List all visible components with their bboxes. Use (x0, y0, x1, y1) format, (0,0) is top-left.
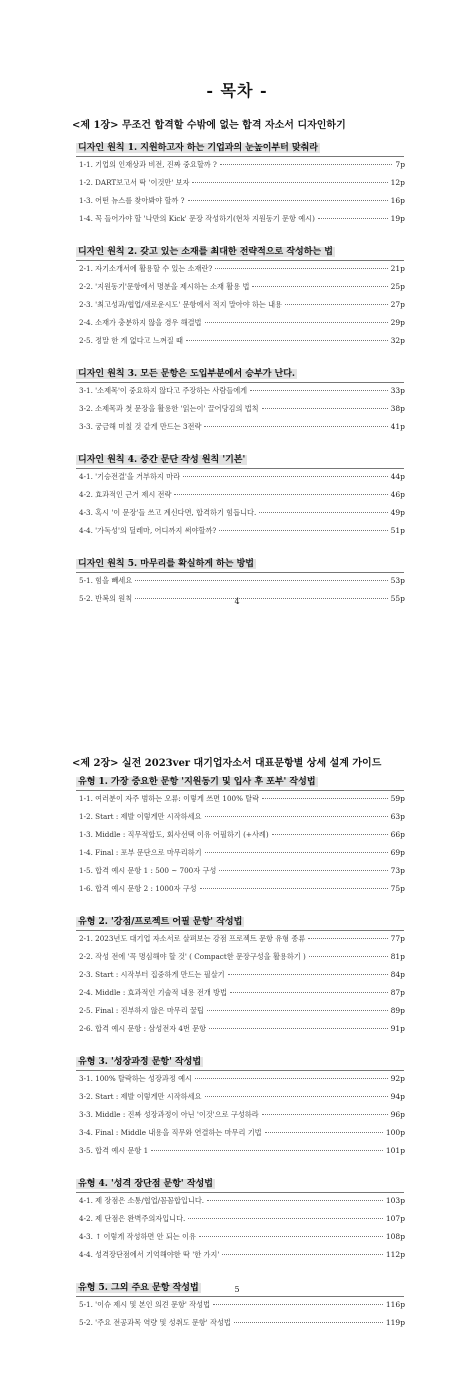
dot-leader (209, 1028, 388, 1029)
chapter-2-title: <제 2장> 실전 2023ver 대기업자소서 대표문항별 상세 설계 가이드 (72, 758, 382, 769)
dot-leader (222, 1254, 383, 1255)
dot-leader (205, 322, 388, 323)
section-heading-text: 유형 2. '강점/프로젝트 어필 문항' 작성법 (78, 917, 243, 927)
toc-entry[interactable] (79, 264, 405, 277)
toc-entry-page: 75p (390, 884, 405, 893)
dot-leader (308, 938, 387, 939)
toc-entry-title: 3-2. Start : 제발 이렇게만 시작하세요 (79, 1092, 202, 1101)
toc-entry[interactable] (79, 196, 405, 209)
toc-entry[interactable] (79, 934, 405, 947)
toc-entry-page: 91p (390, 1024, 405, 1033)
toc-entry-page: 100p (385, 1128, 405, 1137)
section-heading-text: 디자인 원칙 5. 마무리를 확실하게 하는 방법 (78, 559, 254, 569)
toc-entry[interactable] (79, 1024, 405, 1037)
toc-entry-page: 119p (385, 1318, 405, 1327)
toc-entry[interactable] (79, 1128, 405, 1141)
dot-leader (259, 512, 387, 513)
section-heading-text: 유형 5. 그외 주요 문항 작성법 (78, 1283, 199, 1293)
toc-entry-page: 38p (390, 404, 405, 413)
toc-entry[interactable] (79, 884, 405, 897)
dot-leader (213, 1304, 383, 1305)
section-heading-text: 유형 1. 가장 중요한 문항 '지원동기 및 입사 후 포부' 작성법 (78, 777, 316, 787)
dot-leader (272, 834, 388, 835)
dot-leader (219, 530, 387, 531)
toc-entry-title: 2-2. '지원동기'문항에서 명분을 제시하는 소재 활용 법 (79, 282, 250, 291)
section-heading (76, 916, 244, 929)
toc-entry-title: 2-6. 합격 예시 문항 : 삼성전자 4번 문항 (79, 1024, 207, 1033)
dot-leader (215, 268, 387, 269)
dot-leader (318, 218, 388, 219)
section-divider (76, 1070, 404, 1071)
toc-entry-page: 55p (390, 594, 405, 603)
toc-entry[interactable] (79, 952, 405, 965)
toc-entry-page: 84p (390, 970, 405, 979)
toc-entry-page: 19p (390, 214, 405, 223)
toc-entry-title: 1-6. 합격 예시 문항 2 : 1000자 구성 (79, 884, 197, 893)
toc-entry[interactable] (79, 988, 405, 1001)
toc-entry[interactable] (79, 1318, 405, 1331)
section-heading (76, 1178, 215, 1191)
toc-entry[interactable] (79, 1196, 405, 1209)
section-heading (76, 776, 318, 789)
toc-entry-title: 4-3. 혹시 '이 문장'들 쓰고 계신다면, 합격하기 힘듭니다. (79, 508, 257, 517)
dot-leader (204, 426, 387, 427)
toc-entry-title: 2-1. 자기소개서에 활용할 수 있는 소재란? (79, 264, 213, 273)
toc-entry-page: 89p (390, 1006, 405, 1015)
toc-entry-title: 1-1. 여러분이 자주 범하는 오류: 이렇게 쓰면 100% 탈락 (79, 794, 260, 803)
toc-entry-page: 116p (385, 1300, 405, 1309)
toc-entry-title: 4-4. 성격장단점에서 기억해야한 딱 '한 가지' (79, 1250, 220, 1259)
section-divider (76, 260, 404, 261)
toc-title: - 목차 - (206, 81, 268, 100)
toc-entry[interactable] (79, 508, 405, 521)
dot-leader (252, 286, 387, 287)
dot-leader (207, 1200, 383, 1201)
toc-entry-page: 27p (390, 300, 405, 309)
toc-entry[interactable] (79, 178, 405, 191)
dot-leader (199, 1236, 383, 1237)
dot-leader (285, 304, 388, 305)
toc-entry-title: 1-4. 꼭 들어가야 할 '나만의 Kick' 문장 작성하기(현차 지원동기 문항 예시) (79, 214, 315, 223)
dot-leader (230, 992, 388, 993)
toc-entry-title: 2-3. Start : 시작부터 집중하게 만드는 필살기 (79, 970, 225, 979)
toc-entry[interactable] (79, 526, 405, 539)
dot-leader (228, 974, 388, 975)
toc-page-2 (0, 688, 474, 1377)
section-heading-text: 디자인 원칙 4. 중간 문단 작성 원칙 '기본' (78, 455, 246, 465)
toc-entry-title: 2-5. 정말 한 게 없다고 느껴질 때 (79, 336, 183, 345)
section-divider (76, 572, 404, 573)
toc-entry[interactable] (79, 214, 405, 227)
toc-entry-page: 33p (390, 386, 405, 395)
dot-leader (262, 798, 388, 799)
toc-entry-title: 3-3. 궁금해 미칠 것 같게 만드는 3전략 (79, 422, 202, 431)
toc-entry[interactable] (79, 1250, 405, 1263)
toc-entry-page: 69p (390, 848, 405, 857)
section-divider (76, 1192, 404, 1193)
toc-entry[interactable] (79, 812, 405, 825)
dot-leader (207, 1010, 388, 1011)
section-heading-text: 디자인 원칙 1. 지원하고자 하는 기업과의 눈높이부터 맞춰라 (78, 143, 318, 153)
toc-entry-title: 4-4. '가독성'의 딜레마, 어디까지 써야할까? (79, 526, 217, 535)
section-divider (76, 382, 404, 383)
toc-entry[interactable] (79, 866, 405, 879)
dot-leader (220, 164, 393, 165)
dot-leader (151, 1150, 383, 1151)
toc-entry[interactable] (79, 472, 405, 485)
page-number: 4 (234, 597, 240, 606)
toc-entry-page: 73p (390, 866, 405, 875)
toc-entry-title: 4-3. ↑ 이렇게 작성하면 안 되는 이유 (79, 1232, 196, 1241)
dot-leader (200, 888, 388, 889)
toc-entry-page: 41p (390, 422, 405, 431)
section-heading-text: 유형 3. '성장과정 문항' 작성법 (78, 1057, 202, 1067)
toc-entry[interactable] (79, 1232, 405, 1245)
toc-entry[interactable] (79, 848, 405, 861)
section-heading (76, 558, 256, 571)
dot-leader (309, 956, 388, 957)
dot-leader (135, 580, 387, 581)
toc-entry-title: 4-1. 제 장점은 소통/협업/꼼꼼합입니다. (79, 1196, 205, 1205)
page-number: 5 (234, 1285, 240, 1294)
toc-entry-page: 66p (390, 830, 405, 839)
toc-entry[interactable] (79, 1300, 405, 1313)
toc-entry-title: 5-1. '이슈 제시 및 본인 의견 문항' 작성법 (79, 1300, 211, 1309)
toc-entry-title: 5-2. '주요 전공과목 역량 및 성취도 문항' 작성법 (79, 1318, 231, 1327)
toc-entry-title: 5-1. 힘을 빼세요 (79, 576, 133, 585)
dot-leader (188, 200, 388, 201)
section-divider (76, 790, 404, 791)
toc-entry-title: 4-2. 제 단점은 완벽주의자입니다. (79, 1214, 186, 1223)
toc-entry-page: 44p (390, 472, 405, 481)
toc-entry-title: 1-3. Middle : 직무적합도, 회사선택 이유 어필하기 (+사례) (79, 830, 269, 839)
section-heading (76, 142, 320, 155)
toc-entry-title: 3-2. 소제목과 첫 문장을 활용한 '읽는이' 끌어당김의 법칙 (79, 404, 259, 413)
toc-entry-title: 2-5. Final : 진부하지 않은 마무리 꿀팁 (79, 1006, 204, 1015)
toc-entry[interactable] (79, 282, 405, 295)
toc-entry-title: 4-1. '기승전결'을 거부하지 마라 (79, 472, 181, 481)
dot-leader (188, 1218, 383, 1219)
toc-entry-title: 5-2. 반복의 원칙 (79, 594, 133, 603)
toc-entry-page: 46p (390, 490, 405, 499)
toc-page-1 (0, 0, 474, 688)
toc-entry-page: 112p (385, 1250, 405, 1259)
toc-entry-page: 96p (390, 1110, 405, 1119)
dot-leader (205, 852, 388, 853)
toc-entry[interactable] (79, 404, 405, 417)
toc-entry-title: 1-1. 기업의 인재상과 비전, 진짜 중요할까 ? (79, 160, 217, 169)
section-heading (76, 454, 247, 467)
toc-entry-page: 77p (390, 934, 405, 943)
toc-entry[interactable] (79, 1092, 405, 1105)
dot-leader (250, 390, 388, 391)
toc-entry-page: 25p (390, 282, 405, 291)
section-divider (76, 930, 404, 931)
toc-entry-title: 3-1. 100% 탈락하는 성장과정 예시 (79, 1074, 192, 1083)
toc-entry-page: 29p (390, 318, 405, 327)
toc-entry[interactable] (79, 1146, 405, 1159)
toc-entry-title: 3-3. Middle : 진짜 성장과정이 아닌 '이것'으로 구성하라 (79, 1110, 259, 1119)
toc-entry[interactable] (79, 1110, 405, 1123)
toc-entry-page: 108p (385, 1232, 405, 1241)
section-heading-text: 디자인 원칙 3. 모든 문항은 도입부분에서 승부가 난다. (78, 369, 296, 379)
toc-entry-page: 59p (390, 794, 405, 803)
toc-entry-page: 49p (390, 508, 405, 517)
dot-leader (186, 340, 388, 341)
chapter-1-title: <제 1장> 무조건 합격할 수밖에 없는 합격 자소서 디자인하기 (72, 120, 346, 131)
section-divider (76, 468, 404, 469)
section-heading-text: 디자인 원칙 2. 갖고 있는 소재를 최대한 전략적으로 작성하는 법 (78, 247, 333, 257)
toc-entry-title: 3-1. '소제목'이 중요하지 않다고 주장하는 사람들에게 (79, 386, 248, 395)
dot-leader (192, 182, 387, 183)
toc-entry-title: 2-2. 작성 전에 '꼭 명심해야 할 것' ( Compact한 문장구성을 활용하기 ) (79, 952, 306, 961)
section-heading-text: 유형 4. '성격 장단점 문항' 작성법 (78, 1179, 213, 1189)
toc-entry[interactable] (79, 1214, 405, 1227)
toc-entry-page: 81p (390, 952, 405, 961)
toc-entry-page: 51p (390, 526, 405, 535)
dot-leader (262, 1114, 388, 1115)
toc-entry[interactable] (79, 1074, 405, 1087)
dot-leader (205, 816, 388, 817)
toc-entry-page: 92p (390, 1074, 405, 1083)
toc-entry[interactable] (79, 830, 405, 843)
toc-entry-title: 2-1. 2023년도 대기업 자소서로 살펴보는 강점 프로젝트 문항 유형 종류 (79, 934, 306, 943)
toc-entry-title: 1-4. Final : 포부 문단으로 마무리하기 (79, 848, 202, 857)
toc-entry-page: 101p (385, 1146, 405, 1155)
toc-entry[interactable] (79, 160, 405, 173)
toc-entry-title: 1-2. DART보고서 딱 '이것만' 보자 (79, 178, 190, 187)
toc-entry-title: 1-2. Start : 제발 이렇게만 시작하세요 (79, 812, 202, 821)
toc-entry[interactable] (79, 970, 405, 983)
section-heading (76, 246, 335, 259)
toc-entry-title: 1-5. 합격 예시 문항 1 : 500 ~ 700자 구성 (79, 866, 217, 875)
toc-entry-title: 2-4. Middle : 효과적인 기술적 내용 전개 방법 (79, 988, 227, 997)
toc-entry-page: 16p (390, 196, 405, 205)
toc-entry-title: 3-5. 합격 예시 문항 1 (79, 1146, 149, 1155)
toc-entry-page: 7p (395, 160, 405, 169)
toc-entry-title: 2-3. '최고성과/협업/새로운시도' 문항에서 적지 말아야 하는 내용 (79, 300, 282, 309)
toc-entry[interactable] (79, 300, 405, 313)
toc-entry-page: 63p (390, 812, 405, 821)
toc-entry-page: 87p (390, 988, 405, 997)
toc-entry-page: 21p (390, 264, 405, 273)
toc-entry[interactable] (79, 336, 405, 349)
toc-entry[interactable] (79, 422, 405, 435)
section-divider (76, 1296, 404, 1297)
toc-entry-title: 2-4. 소재가 충분하지 않을 경우 해결법 (79, 318, 202, 327)
section-heading (76, 368, 297, 381)
toc-entry[interactable] (79, 386, 405, 399)
toc-entry-page: 94p (390, 1092, 405, 1101)
dot-leader (219, 870, 387, 871)
toc-entry[interactable] (79, 490, 405, 503)
section-divider (76, 156, 404, 157)
dot-leader (205, 1096, 388, 1097)
dot-leader (174, 494, 387, 495)
dot-leader (183, 476, 388, 477)
dot-leader (265, 1132, 383, 1133)
toc-entry-page: 103p (385, 1196, 405, 1205)
toc-entry-page: 107p (385, 1214, 405, 1223)
dot-leader (262, 408, 388, 409)
dot-leader (234, 1322, 383, 1323)
dot-leader (195, 1078, 388, 1079)
toc-entry[interactable] (79, 794, 405, 807)
toc-entry-page: 12p (390, 178, 405, 187)
toc-entry[interactable] (79, 576, 405, 589)
toc-entry-page: 53p (390, 576, 405, 585)
section-heading (76, 1056, 203, 1069)
toc-entry-title: 3-4. Final : Middle 내용을 직무와 연결하는 마무리 기법 (79, 1128, 262, 1137)
toc-entry[interactable] (79, 318, 405, 331)
toc-entry[interactable] (79, 1006, 405, 1019)
toc-entry-page: 32p (390, 336, 405, 345)
toc-entry-title: 4-2. 효과적인 근거 제시 전략 (79, 490, 172, 499)
toc-entry-title: 1-3. 어떤 뉴스를 찾아봐야 할까 ? (79, 196, 185, 205)
